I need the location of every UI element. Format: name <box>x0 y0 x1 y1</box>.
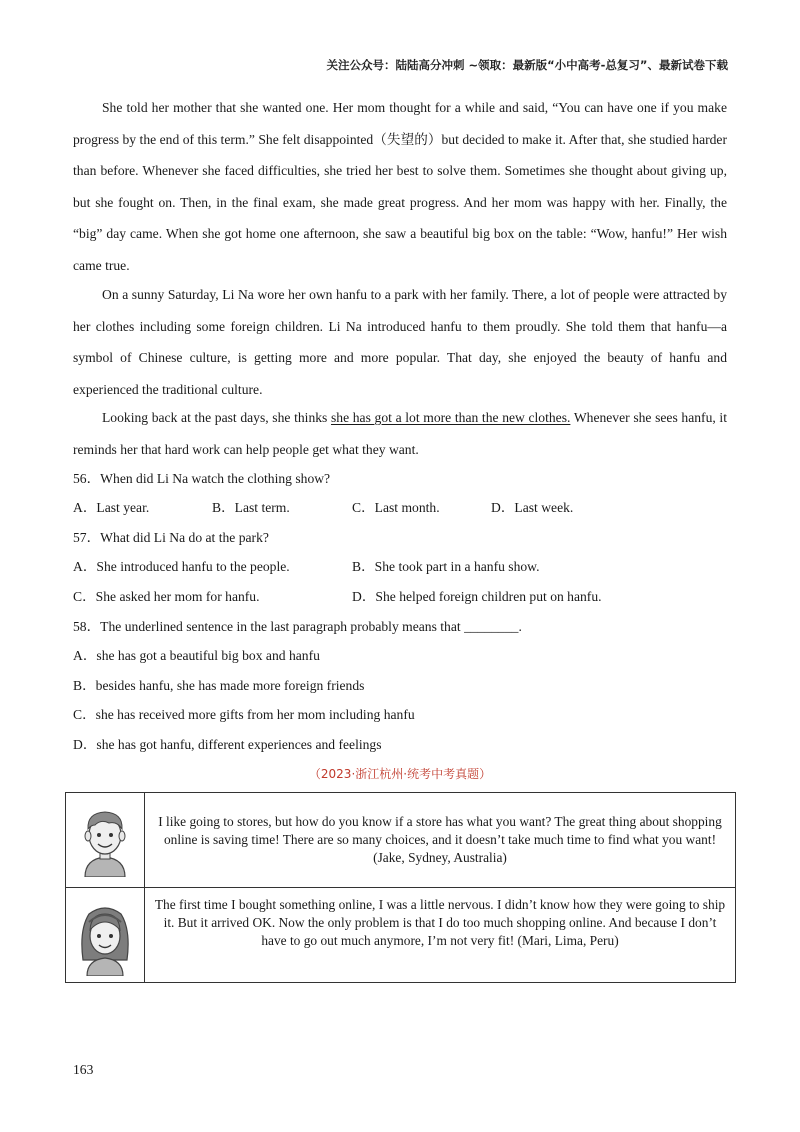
passage-paragraph-2: On a sunny Saturday, Li Na wore her own hanfu to a park with her family. There, a lot of people were attracted by her clothes including some foreign children. Li Na introduced hanfu to them proudly. She told them that hanfu—a symbol of Chinese culture, is getting more and more popular. That day, she enjoyed the beauty of hanfu and experienced the traditional culture. <box>73 287 727 397</box>
avatar-cell <box>66 888 145 983</box>
q58-option-c: C．she has received more gifts from her mom including hanfu <box>73 707 415 722</box>
paragraph-3-start: Looking back at the past days, she thinks <box>102 410 331 425</box>
page-number: 163 <box>73 1062 94 1077</box>
q56-option-d: D．Last week. <box>491 500 574 515</box>
avatar-cell <box>66 793 145 888</box>
review-row <box>66 793 736 888</box>
review-row <box>66 888 736 983</box>
passage-paragraph-3 <box>73 402 727 465</box>
q57-option-b: B．She took part in a hanfu show. <box>352 559 540 574</box>
passage-paragraph-1: She told her mother that she wanted one. Her mom thought for a while and said, “You can have one if you make progress by the end of this term.” She felt disappointed（失望的）but decided to make it. After that, she studied harder than before. Whenever she faced difficulties, she tried her best to solve them. Sometimes she thought about giving up, but she fought on. Then, in the final exam, she made great progress. And her mom was happy with her. Finally, the “big” day came. When she got home one afternoon, she saw a beautiful big box on the table: “Wow, hanfu!” Her wish came true. <box>73 100 727 273</box>
question-58-stem: 58．The underlined sentence in the last paragraph probably means that ________. <box>73 619 522 634</box>
question-57-stem: 57．What did Li Na do at the park? <box>73 530 269 545</box>
q58-option-d: D．she has got hanfu, different experiences and feelings <box>73 737 382 752</box>
q56-option-a: A．Last year. <box>73 500 150 515</box>
q56-option-c: C．Last month. <box>352 500 440 515</box>
q57-option-d: D．She helped foreign children put on hanfu. <box>352 589 602 604</box>
page-header: 关注公众号：陆陆高分冲刺 ~领取：最新版“小中高考-总复习”、最新试卷下载 <box>326 58 728 72</box>
underlined-sentence: she has got a lot more than the new clothes. <box>330 410 571 425</box>
review-text-mari: The first time I bought something online, I was a little nervous. I didn’t know how they were going to ship it. But it arrived OK. Now the only problem is that I do too much shopping online. And because I don’t have to go out much anymore, I’m not very fit! (Mari, Lima, Peru) <box>145 888 736 983</box>
boy-avatar-icon <box>75 805 135 877</box>
exam-source-label: （2023·浙江杭州·统考中考真题） <box>308 767 492 781</box>
q58-option-a: A．she has got a beautiful big box and hanfu <box>73 648 320 663</box>
q57-option-a: A．She introduced hanfu to the people. <box>73 559 290 574</box>
girl-avatar-icon <box>75 900 135 976</box>
review-text-jake: I like going to stores, but how do you know if a store has what you want? The great thing about shopping online is saving time! There are so many choices, and it doesn’t take much time to find what you want! (Jake, Sydney, Australia) <box>145 793 736 888</box>
q56-option-b: B．Last term. <box>212 500 290 515</box>
reviews-table <box>65 792 736 983</box>
question-56-stem: 56．When did Li Na watch the clothing show? <box>73 471 331 486</box>
paragraph-3-end: Whenever she sees hanfu, it reminds her that hard work can help people get what they want. <box>73 410 727 457</box>
q58-option-b: B．besides hanfu, she has made more foreign friends <box>73 678 365 693</box>
q57-option-c: C．She asked her mom for hanfu. <box>73 589 260 604</box>
